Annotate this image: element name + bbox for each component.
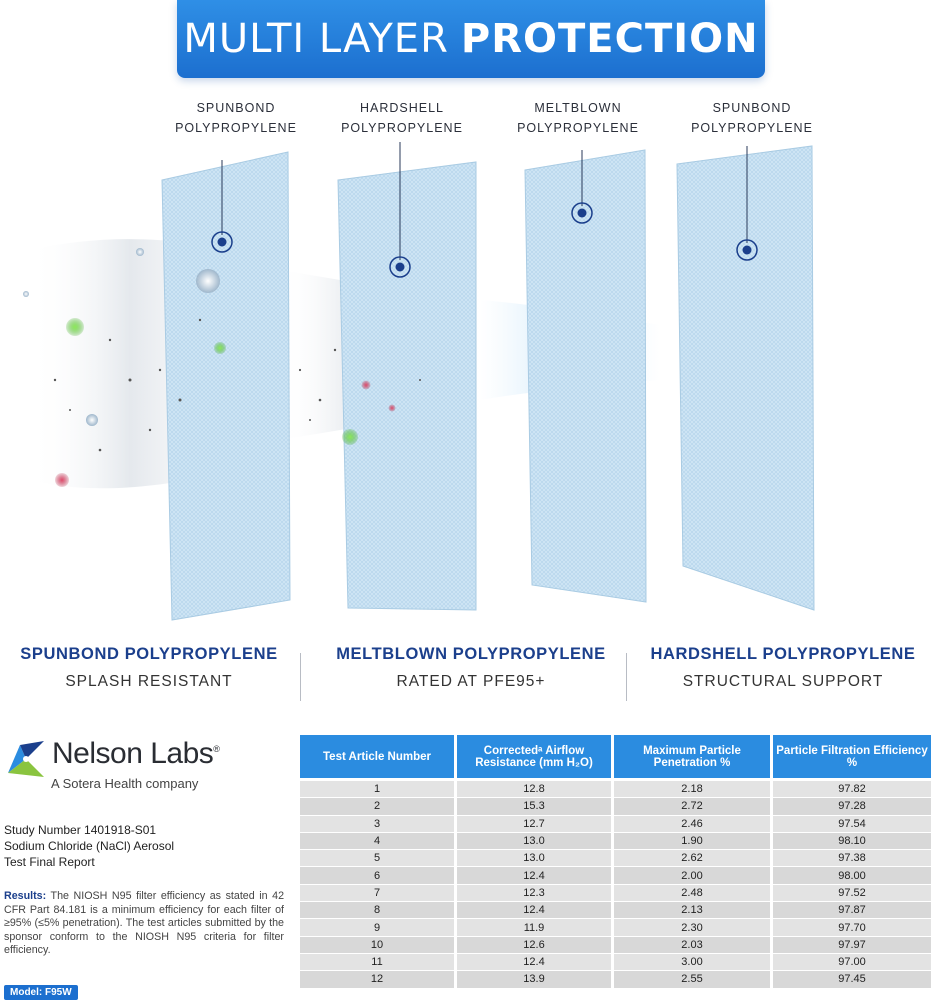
table-cell: 12.4: [457, 954, 611, 970]
table-cell: 15.3: [457, 798, 611, 814]
table-row: [300, 781, 932, 797]
table-row: [300, 816, 932, 832]
caption-hardshell: [638, 645, 928, 691]
layers-artwork: [0, 80, 932, 630]
table-cell: 5: [300, 850, 454, 866]
brand-name: [52, 737, 219, 771]
banner-title: [183, 16, 758, 62]
layer-label-4-line2: POLYPROPYLENE: [691, 121, 813, 135]
layer-label-1-line2: POLYPROPYLENE: [175, 121, 297, 135]
title-banner: [177, 0, 765, 78]
table-row: [300, 833, 932, 849]
layer-label-2-line1: HARDSHELL: [359, 101, 445, 115]
table-cell: 2.00: [614, 867, 770, 883]
table-cell: 98.00: [773, 867, 931, 883]
layer-label-1: [156, 98, 316, 138]
table-cell: 11.9: [457, 919, 611, 935]
table-cell: 97.87: [773, 902, 931, 918]
table-cell: 97.00: [773, 954, 931, 970]
table-cell: 13.9: [457, 971, 611, 987]
table-cell: 12.3: [457, 885, 611, 901]
layer-label-4: [672, 98, 832, 138]
layer-label-3: [498, 98, 658, 138]
caption-title: MELTBLOWN POLYPROPYLENE: [336, 645, 606, 663]
layer-panel-2: [338, 142, 476, 610]
layer-panel-3: [525, 150, 646, 602]
table-cell: 12: [300, 971, 454, 987]
study-aerosol: Sodium Chloride (NaCl) Aerosol: [4, 839, 175, 853]
table-row: [300, 885, 932, 901]
caption-meltblown: [318, 645, 624, 691]
table-cell: 97.54: [773, 816, 931, 832]
table-cell: 12.4: [457, 902, 611, 918]
layer-label-2: [322, 98, 482, 138]
model-badge: Model: F95W: [4, 985, 78, 1000]
column-header: Particle Filtration Efficiency %: [773, 735, 931, 778]
layers-illustration: [0, 80, 932, 630]
table-cell: 2.03: [614, 937, 770, 953]
results-text: The NIOSH N95 filter efficiency as stated in 42 CFR Part 84.181 is a minimum efficiency for each filter of ≥95% (≤5% penetration). The test articles submitted by the sponsor conform to the NIOSH N95 criteria for filter efficiency.: [4, 890, 285, 956]
layer-panel-4: [677, 146, 814, 610]
table-cell: 3.00: [614, 954, 770, 970]
table-cell: 10: [300, 937, 454, 953]
study-report: Test Final Report: [4, 855, 95, 869]
table-body: [300, 781, 932, 988]
table-header: [300, 735, 932, 778]
nelson-labs-logo-icon: [4, 737, 48, 781]
caption-title: HARDSHELL POLYPROPYLENE: [650, 645, 916, 663]
table-cell: 97.82: [773, 781, 931, 797]
study-number: Study Number 1401918-S01: [4, 823, 157, 837]
caption-title: SPUNBOND POLYPROPYLENE: [20, 645, 278, 663]
column-header: Test Article Number: [300, 735, 454, 778]
table-row: [300, 850, 932, 866]
brand-tagline: A Sotera Health company: [51, 776, 199, 791]
layer-label-2-line2: POLYPROPYLENE: [341, 121, 463, 135]
table-cell: 12.8: [457, 781, 611, 797]
table-cell: 2.72: [614, 798, 770, 814]
study-info: [4, 822, 284, 870]
table-cell: 6: [300, 867, 454, 883]
table-cell: 2.46: [614, 816, 770, 832]
table-cell: 12.7: [457, 816, 611, 832]
layer-label-3-line2: POLYPROPYLENE: [517, 121, 639, 135]
column-header: Correctedᵃ Airflow Resistance (mm H₂O): [457, 735, 611, 778]
table-cell: 97.38: [773, 850, 931, 866]
table-cell: 3: [300, 816, 454, 832]
table-cell: 2.30: [614, 919, 770, 935]
caption-subtitle: SPLASH RESISTANT: [65, 673, 233, 690]
table-row: [300, 954, 932, 970]
layer-panel-1: [162, 152, 290, 620]
caption-divider: [300, 653, 301, 701]
table-cell: 8: [300, 902, 454, 918]
banner-title-light: MULTI LAYER: [183, 16, 449, 62]
table-cell: 12.6: [457, 937, 611, 953]
layer-label-3-line1: MELTBLOWN: [534, 101, 622, 115]
table-cell: 97.45: [773, 971, 931, 987]
table-cell: 97.28: [773, 798, 931, 814]
caption-subtitle: RATED AT PFE95+: [396, 673, 546, 690]
table-cell: 1.90: [614, 833, 770, 849]
table-cell: 2.48: [614, 885, 770, 901]
banner-title-bold: PROTECTION: [460, 16, 759, 62]
table-cell: 97.97: [773, 937, 931, 953]
table-cell: 2.62: [614, 850, 770, 866]
nelson-labs-logo: [4, 735, 284, 795]
table-cell: 2.55: [614, 971, 770, 987]
caption-subtitle: STRUCTURAL SUPPORT: [682, 673, 884, 690]
registered-mark: ®: [213, 744, 220, 754]
layer-label-1-line1: SPUNBOND: [196, 101, 276, 115]
brand-name-text: Nelson Labs: [52, 737, 214, 770]
layer-label-4-line1: SPUNBOND: [712, 101, 792, 115]
table-cell: 7: [300, 885, 454, 901]
table-cell: 9: [300, 919, 454, 935]
nelson-labs-report: [4, 735, 284, 1000]
table-cell: 11: [300, 954, 454, 970]
table-row: [300, 867, 932, 883]
table-cell: 2: [300, 798, 454, 814]
caption-spunbond: [4, 645, 294, 691]
caption-divider: [626, 653, 627, 701]
table-row: [300, 798, 932, 814]
table-cell: 97.70: [773, 919, 931, 935]
table-row: [300, 902, 932, 918]
table-cell: 2.13: [614, 902, 770, 918]
layer-captions: [0, 645, 932, 705]
results-paragraph: [4, 890, 284, 958]
table-cell: 13.0: [457, 850, 611, 866]
table-row: [300, 971, 932, 987]
column-header: Maximum Particle Penetration %: [614, 735, 770, 778]
table-cell: 13.0: [457, 833, 611, 849]
table-row: [300, 937, 932, 953]
results-label: Results:: [4, 890, 47, 902]
table-row: [300, 919, 932, 935]
table-cell: 12.4: [457, 867, 611, 883]
filtration-test-table: [300, 735, 932, 988]
table-cell: 1: [300, 781, 454, 797]
table-cell: 97.52: [773, 885, 931, 901]
table-cell: 4: [300, 833, 454, 849]
table-cell: 98.10: [773, 833, 931, 849]
table-cell: 2.18: [614, 781, 770, 797]
